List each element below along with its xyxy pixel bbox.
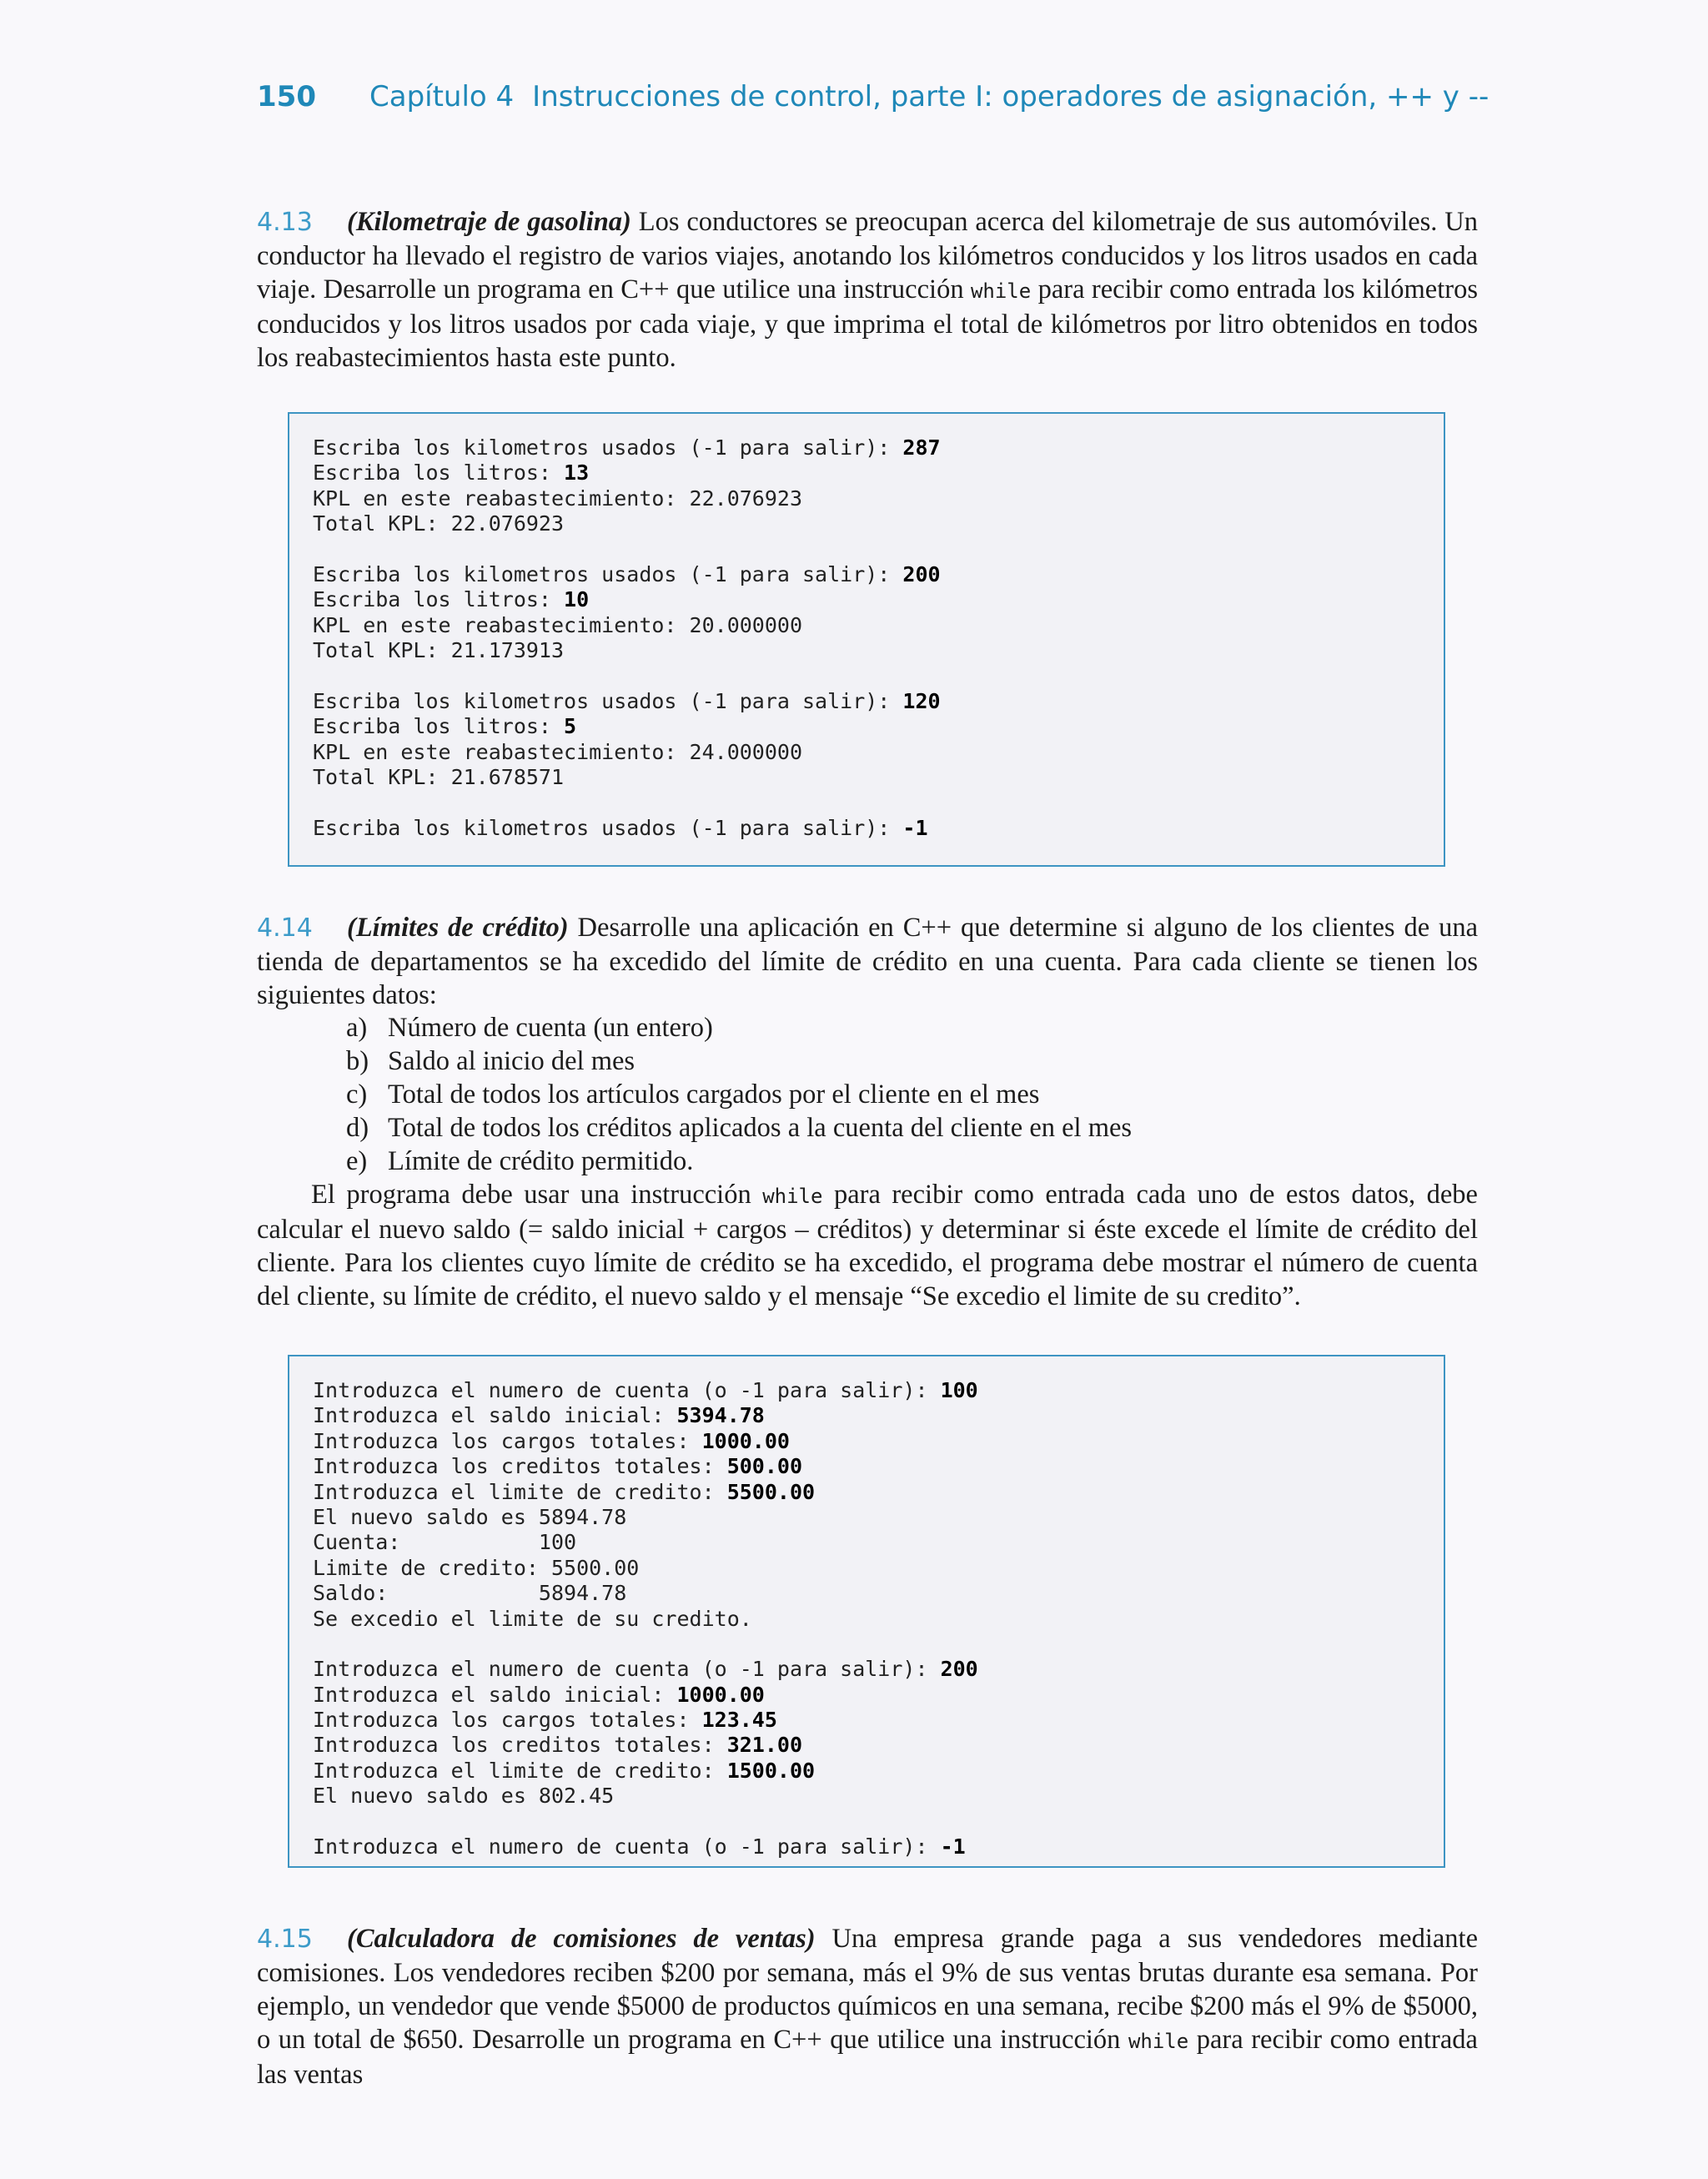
terminal-prompt: Limite de credito: 5500.00: [313, 1555, 640, 1580]
exercise-text-cont: para recibir como entrada las ventas: [257, 2025, 1478, 2090]
terminal-prompt: Saldo: 5894.78: [313, 1581, 627, 1606]
data-list: [346, 1011, 1464, 1178]
list-item-text: Número de cuenta (un entero): [388, 1013, 713, 1043]
terminal-line: [313, 486, 1420, 511]
list-item-text: Total de todos los artículos cargados por el cliente en el mes: [388, 1079, 1040, 1110]
terminal-prompt: Escriba los kilometros usados (-1 para salir):: [313, 815, 903, 840]
terminal-line: [313, 1733, 1420, 1758]
running-header: [257, 80, 1541, 113]
terminal-line: [313, 1657, 1420, 1682]
terminal-user-input: -1: [940, 1834, 966, 1859]
terminal-line: [313, 1809, 1420, 1834]
terminal-user-input: 5: [564, 714, 577, 739]
list-item-text: Saldo al inicio del mes: [388, 1046, 635, 1076]
exercise-title: (Kilometraje de gasolina): [347, 207, 631, 237]
terminal-prompt: KPL en este reabastecimiento: 24.000000: [313, 739, 802, 764]
list-item-label: b): [346, 1046, 369, 1076]
terminal-user-input: 1500.00: [726, 1758, 816, 1783]
terminal-user-input: 10: [564, 587, 590, 612]
terminal-prompt: Introduzca los creditos totales:: [313, 1454, 727, 1479]
terminal-line: [313, 1607, 1420, 1632]
terminal-prompt: Introduzca los creditos totales:: [313, 1733, 727, 1758]
terminal-line: [313, 689, 1420, 714]
terminal-line: [313, 537, 1420, 562]
list-item-label: d): [346, 1113, 369, 1143]
terminal-prompt: Introduzca el numero de cuenta (o -1 para salir):: [313, 1834, 941, 1859]
code-keyword: while: [970, 279, 1032, 303]
exercise-text: Los conductores se preocupan acerca del kilometraje de sus automóviles. Un conductor ha llevado el registro de varios viajes, anotando los kilómetros conducidos y los litros usados en cada viaje. Desarrolle un programa en C++ que utilice una instrucción: [257, 207, 1478, 304]
chapter-label: Capítulo 4: [369, 80, 515, 113]
terminal-line: [313, 1429, 1420, 1454]
terminal-output-4-13: [288, 412, 1445, 867]
terminal-prompt: Introduzca los cargos totales:: [313, 1708, 702, 1733]
terminal-user-input: 13: [564, 460, 590, 486]
terminal-user-input: 287: [902, 435, 941, 460]
exercise-title: (Límites de crédito): [347, 913, 569, 943]
terminal-user-input: 5394.78: [676, 1403, 765, 1428]
terminal-line: [313, 714, 1420, 739]
terminal-line: [313, 1708, 1420, 1733]
exercise-4-14: [257, 911, 1478, 1012]
terminal-prompt: El nuevo saldo es 5894.78: [313, 1504, 627, 1529]
terminal-prompt: Escriba los litros:: [313, 460, 565, 486]
terminal-line: [313, 1378, 1420, 1403]
terminal-user-input: 1000.00: [676, 1682, 765, 1707]
terminal-line: [313, 613, 1420, 638]
exercise-number: 4.14: [257, 913, 313, 943]
page-number: 150: [257, 80, 316, 113]
terminal-line: [313, 765, 1420, 790]
terminal-line: [313, 740, 1420, 765]
terminal-line: [313, 1581, 1420, 1606]
exercise-text: Una empresa grande paga a sus vendedores mediante comisiones. Los vendedores reciben $200 por semana, más el 9% de sus ventas brutas durante esa semana. Por ejemplo, un vendedor que vende $5000 de productos químicos en una semana, recibe $200 más el 9% de $5000, o un total de $650. Desarrolle un programa en C++ que utilice una instrucción: [257, 1924, 1478, 2055]
terminal-user-input: 321.00: [726, 1733, 803, 1758]
terminal-line: [313, 816, 1420, 841]
terminal-user-input: 200: [940, 1657, 978, 1682]
exercise-4-15: [257, 1922, 1478, 2091]
exercise-number: 4.15: [257, 1925, 313, 1954]
terminal-line: [313, 1403, 1420, 1428]
terminal-line: [313, 460, 1420, 486]
terminal-user-input: 5500.00: [726, 1479, 816, 1504]
terminal-prompt: Introduzca el limite de credito:: [313, 1479, 727, 1504]
terminal-line: [313, 587, 1420, 612]
terminal-user-input: 500.00: [726, 1454, 803, 1479]
terminal-line: [313, 1505, 1420, 1530]
list-item-label: a): [346, 1013, 368, 1043]
list-item: [346, 1011, 1464, 1044]
exercise-title: (Calculadora de comisiones de ventas): [347, 1924, 816, 1954]
list-item: [346, 1078, 1464, 1111]
list-item-label: e): [346, 1146, 368, 1176]
terminal-user-input: 1000.00: [701, 1428, 790, 1453]
terminal-output-4-14: [288, 1355, 1445, 1868]
terminal-prompt: Se excedio el limite de su credito.: [313, 1606, 752, 1631]
exercise-4-14-paragraph: [257, 1178, 1478, 1313]
terminal-prompt: KPL en este reabastecimiento: 20.000000: [313, 612, 802, 637]
terminal-prompt: Introduzca el saldo inicial:: [313, 1682, 677, 1707]
exercise-4-13: [257, 205, 1478, 375]
terminal-prompt: Introduzca el limite de credito:: [313, 1758, 727, 1783]
terminal-prompt: Introduzca el saldo inicial:: [313, 1403, 677, 1428]
terminal-line: [313, 511, 1420, 536]
terminal-prompt: Introduzca el numero de cuenta (o -1 para salir):: [313, 1657, 941, 1682]
paragraph-text: El programa debe usar una instrucción: [311, 1180, 763, 1210]
list-item: [346, 1044, 1464, 1078]
list-item: [346, 1145, 1464, 1178]
list-item: [346, 1111, 1464, 1145]
code-keyword: while: [1128, 2030, 1189, 2053]
exercise-text-cont: para recibir como entrada los kilómetros conducidos y los litros usados por cada viaje, y que imprima el total de kilómetros por litro obtenidos en todos los reabastecimientos hasta este punto.: [257, 274, 1478, 373]
terminal-user-input: -1: [902, 815, 928, 840]
terminal-prompt: Total KPL: 21.173913: [313, 638, 565, 663]
terminal-prompt: Total KPL: 21.678571: [313, 765, 565, 790]
terminal-prompt: Introduzca el numero de cuenta (o -1 para salir):: [313, 1378, 941, 1402]
terminal-line: [313, 1834, 1420, 1859]
terminal-prompt: Introduzca los cargos totales:: [313, 1428, 702, 1453]
terminal-prompt: Escriba los litros:: [313, 714, 565, 739]
terminal-line: [313, 1784, 1420, 1809]
terminal-line: [313, 435, 1420, 460]
terminal-prompt: Cuenta: 100: [313, 1530, 577, 1555]
terminal-line: [313, 1759, 1420, 1784]
exercise-text: Desarrolle una aplicación en C++ que determine si alguno de los clientes de una tienda de departamentos se ha excedido del límite de crédito en una cuenta. Para cada cliente se tienen los siguientes datos:: [257, 913, 1479, 1010]
terminal-user-input: 120: [902, 688, 941, 713]
terminal-prompt: Escriba los litros:: [313, 587, 565, 612]
list-item-text: Límite de crédito permitido.: [388, 1146, 694, 1176]
terminal-user-input: 200: [902, 561, 941, 586]
terminal-line: [313, 562, 1420, 587]
chapter-title: Instrucciones de control, parte I: operadores de asignación, ++ y --: [532, 80, 1489, 113]
terminal-line: [313, 1683, 1420, 1708]
terminal-user-input: 123.45: [701, 1708, 777, 1733]
terminal-prompt: Escriba los kilometros usados (-1 para salir):: [313, 435, 903, 460]
terminal-line: [313, 1480, 1420, 1505]
terminal-line: [313, 1632, 1420, 1657]
terminal-line: [313, 1530, 1420, 1555]
terminal-prompt: Total KPL: 22.076923: [313, 511, 565, 536]
terminal-line: [313, 1454, 1420, 1479]
list-item-label: c): [346, 1079, 368, 1110]
list-item-text: Total de todos los créditos aplicados a la cuenta del cliente en el mes: [388, 1113, 1133, 1143]
terminal-prompt: KPL en este reabastecimiento: 22.076923: [313, 486, 802, 511]
terminal-line: [313, 664, 1420, 689]
paragraph-text-cont: para recibir como entrada cada uno de estos datos, debe calcular el nuevo saldo (= saldo inicial + cargos – créditos) y determinar si éste excede el límite de crédito del cliente. Para los clientes cuyo límite de crédito se ha excedido, el programa debe mostrar el número de cuenta del cliente, su límite de crédito, el nuevo saldo y el mensaje “Se excedio el limite de su credito”.: [257, 1180, 1478, 1311]
terminal-user-input: 100: [940, 1378, 978, 1402]
code-keyword: while: [762, 1185, 823, 1208]
terminal-prompt: El nuevo saldo es 802.45: [313, 1784, 615, 1809]
terminal-prompt: Escriba los kilometros usados (-1 para salir):: [313, 688, 903, 713]
terminal-line: [313, 1556, 1420, 1581]
terminal-line: [313, 790, 1420, 815]
terminal-line: [313, 638, 1420, 663]
terminal-prompt: Escriba los kilometros usados (-1 para salir):: [313, 561, 903, 586]
exercise-number: 4.13: [257, 208, 313, 237]
